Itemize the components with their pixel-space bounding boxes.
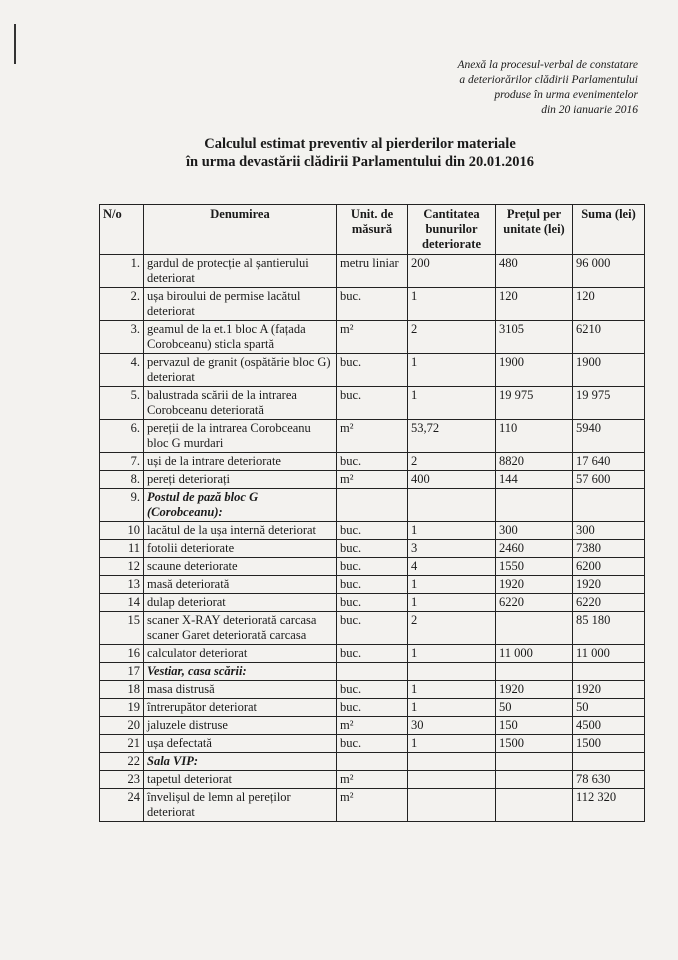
cell-name: jaluzele distruse [144,717,337,735]
cell-qty [408,663,496,681]
annex-line: a deteriorărilor clădirii Parlamentului [459,74,638,86]
cell-sum: 300 [573,522,645,540]
cell-nr: 11 [100,540,144,558]
table-row [100,699,645,717]
cell-nr: 1. [100,255,144,288]
cell-name: Sala VIP: [144,753,337,771]
document-title [150,135,570,171]
cell-price: 3105 [496,321,573,354]
cell-nr: 4. [100,354,144,387]
header-qty: Cantitatea bunurilor deteriorate [408,205,496,255]
cell-unit: buc. [337,288,408,321]
annex-line: din 20 ianuarie 2016 [541,104,638,116]
margin-mark [14,24,16,64]
cell-nr: 22 [100,753,144,771]
title-line: Calculul estimat preventiv al pierderilor materiale [204,136,516,152]
cell-qty: 400 [408,471,496,489]
losses-table [99,204,645,822]
cell-nr: 23 [100,771,144,789]
cell-qty [408,771,496,789]
cell-sum: 85 180 [573,612,645,645]
cell-name: balustrada scării de la intrarea Corobceanu deteriorată [144,387,337,420]
table-row [100,420,645,453]
cell-unit: buc. [337,540,408,558]
cell-sum [573,753,645,771]
table-row [100,681,645,699]
cell-sum: 1920 [573,576,645,594]
cell-price: 1500 [496,735,573,753]
title-line: în urma devastării clădirii Parlamentului din 20.01.2016 [185,154,534,170]
cell-qty: 1 [408,594,496,612]
cell-unit: buc. [337,453,408,471]
cell-nr: 5. [100,387,144,420]
cell-nr: 19 [100,699,144,717]
cell-qty: 4 [408,558,496,576]
cell-name: tapetul deteriorat [144,771,337,789]
cell-qty: 1 [408,354,496,387]
table-row [100,735,645,753]
cell-qty: 2 [408,612,496,645]
cell-qty: 2 [408,453,496,471]
annex-note [338,58,638,118]
cell-price [496,789,573,822]
cell-unit: buc. [337,681,408,699]
cell-price [496,771,573,789]
cell-price: 1920 [496,681,573,699]
cell-unit: m² [337,321,408,354]
cell-unit: buc. [337,576,408,594]
cell-price [496,612,573,645]
table-section-row [100,489,645,522]
cell-nr: 17 [100,663,144,681]
table-row [100,789,645,822]
cell-unit: buc. [337,699,408,717]
cell-unit: buc. [337,522,408,540]
table-row [100,612,645,645]
cell-sum: 50 [573,699,645,717]
cell-price: 120 [496,288,573,321]
cell-unit: buc. [337,612,408,645]
cell-price: 8820 [496,453,573,471]
cell-price: 19 975 [496,387,573,420]
cell-name: întrerupător deteriorat [144,699,337,717]
cell-sum: 6200 [573,558,645,576]
cell-sum: 1900 [573,354,645,387]
cell-price: 11 000 [496,645,573,663]
header-sum: Suma (lei) [573,205,645,255]
cell-price: 300 [496,522,573,540]
cell-unit: metru liniar [337,255,408,288]
cell-sum: 5940 [573,420,645,453]
cell-qty: 1 [408,681,496,699]
cell-price: 144 [496,471,573,489]
cell-qty: 30 [408,717,496,735]
cell-unit: buc. [337,354,408,387]
cell-name: masă deteriorată [144,576,337,594]
cell-name: gardul de protecție al șantierului deteriorat [144,255,337,288]
cell-sum: 6220 [573,594,645,612]
cell-price: 50 [496,699,573,717]
cell-nr: 15 [100,612,144,645]
cell-qty: 1 [408,645,496,663]
cell-name: uși de la intrare deteriorate [144,453,337,471]
cell-nr: 9. [100,489,144,522]
cell-nr: 2. [100,288,144,321]
table-row [100,453,645,471]
cell-sum: 6210 [573,321,645,354]
cell-qty [408,789,496,822]
table-row [100,540,645,558]
table-row [100,321,645,354]
cell-qty: 1 [408,576,496,594]
cell-price: 1920 [496,576,573,594]
cell-nr: 24 [100,789,144,822]
cell-unit: m² [337,771,408,789]
cell-qty [408,753,496,771]
cell-nr: 10 [100,522,144,540]
cell-price: 2460 [496,540,573,558]
table-header-row [100,205,645,255]
cell-sum: 96 000 [573,255,645,288]
cell-qty: 3 [408,540,496,558]
table-row [100,255,645,288]
cell-unit: m² [337,420,408,453]
table-section-row [100,663,645,681]
cell-sum: 120 [573,288,645,321]
table-row [100,288,645,321]
cell-qty: 1 [408,522,496,540]
cell-sum: 19 975 [573,387,645,420]
cell-name: ușa defectată [144,735,337,753]
header-name: Denumirea [144,205,337,255]
cell-price [496,753,573,771]
table-body [100,255,645,822]
cell-sum: 1920 [573,681,645,699]
cell-name: lacătul de la ușa internă deteriorat [144,522,337,540]
cell-unit [337,489,408,522]
cell-price [496,663,573,681]
cell-qty: 1 [408,387,496,420]
cell-nr: 21 [100,735,144,753]
cell-qty: 200 [408,255,496,288]
cell-nr: 13 [100,576,144,594]
cell-qty [408,489,496,522]
cell-nr: 18 [100,681,144,699]
cell-qty: 2 [408,321,496,354]
cell-sum [573,663,645,681]
annex-line: produse în urma evenimentelor [494,89,638,101]
cell-price: 1900 [496,354,573,387]
cell-unit: buc. [337,387,408,420]
cell-unit [337,753,408,771]
cell-sum: 11 000 [573,645,645,663]
cell-unit [337,663,408,681]
cell-sum: 1500 [573,735,645,753]
table-row [100,522,645,540]
table-row [100,558,645,576]
table-row [100,594,645,612]
cell-name: pervazul de granit (ospătărie bloc G) deteriorat [144,354,337,387]
cell-sum: 7380 [573,540,645,558]
cell-unit: m² [337,717,408,735]
table-row [100,354,645,387]
cell-name: ușa biroului de permise lacătul deteriorat [144,288,337,321]
cell-price: 480 [496,255,573,288]
cell-nr: 12 [100,558,144,576]
cell-name: fotolii deteriorate [144,540,337,558]
cell-sum: 4500 [573,717,645,735]
table-row [100,471,645,489]
table-row [100,717,645,735]
cell-unit: buc. [337,645,408,663]
table-row [100,576,645,594]
cell-price: 6220 [496,594,573,612]
cell-nr: 6. [100,420,144,453]
cell-price: 1550 [496,558,573,576]
header-unit: Unit. de măsură [337,205,408,255]
cell-price: 150 [496,717,573,735]
cell-name: pereți deteriorați [144,471,337,489]
cell-qty: 1 [408,735,496,753]
cell-nr: 14 [100,594,144,612]
table-row [100,645,645,663]
cell-nr: 3. [100,321,144,354]
cell-nr: 8. [100,471,144,489]
cell-nr: 20 [100,717,144,735]
cell-name: Postul de pază bloc G (Corobceanu): [144,489,337,522]
cell-unit: buc. [337,558,408,576]
cell-sum [573,489,645,522]
cell-name: geamul de la et.1 bloc A (fațada Corobceanu) sticla spartă [144,321,337,354]
cell-unit: m² [337,789,408,822]
table-row [100,771,645,789]
cell-name: masa distrusă [144,681,337,699]
cell-qty: 53,72 [408,420,496,453]
cell-name: scaner X-RAY deteriorată carcasa scaner Garet deteriorată carcasa [144,612,337,645]
cell-name: calculator deteriorat [144,645,337,663]
cell-qty: 1 [408,699,496,717]
cell-unit: buc. [337,735,408,753]
cell-name: scaune deteriorate [144,558,337,576]
header-nr: N/o [100,205,144,255]
cell-sum: 112 320 [573,789,645,822]
table-row [100,387,645,420]
cell-name: dulap deteriorat [144,594,337,612]
cell-sum: 57 600 [573,471,645,489]
cell-unit: buc. [337,594,408,612]
cell-name: pereții de la intrarea Corobceanu bloc G murdari [144,420,337,453]
cell-nr: 16 [100,645,144,663]
cell-price [496,489,573,522]
cell-sum: 78 630 [573,771,645,789]
cell-unit: m² [337,471,408,489]
cell-qty: 1 [408,288,496,321]
cell-price: 110 [496,420,573,453]
annex-line: Anexă la procesul-verbal de constatare [457,59,638,71]
cell-nr: 7. [100,453,144,471]
header-price: Prețul per unitate (lei) [496,205,573,255]
cell-sum: 17 640 [573,453,645,471]
cell-name: învelișul de lemn al pereților deteriorat [144,789,337,822]
cell-name: Vestiar, casa scării: [144,663,337,681]
table-section-row [100,753,645,771]
